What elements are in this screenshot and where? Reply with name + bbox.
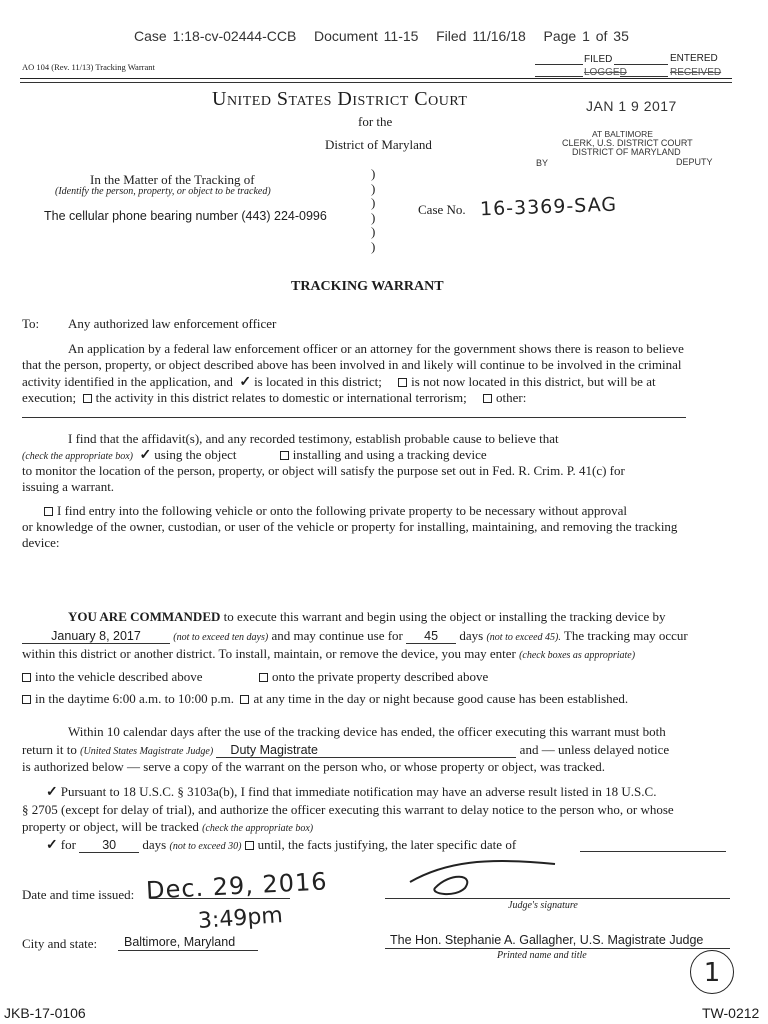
located-checkbox-checked[interactable]: ✓ (239, 375, 252, 390)
return-it-to: return it to (22, 742, 77, 757)
commanded-line-3 (22, 645, 635, 664)
commanded-line-1 (68, 608, 666, 625)
stamp-date: JAN 1 9 2017 (586, 98, 677, 114)
delay-checkbox-checked[interactable]: ✓ (46, 785, 58, 800)
case-banner (134, 28, 629, 44)
specific-date-line (580, 851, 726, 852)
stamp-entered: ENTERED (670, 53, 718, 64)
delay-days-label: days (142, 837, 167, 852)
banner-filed: Filed 11/16/18 (436, 28, 526, 44)
return-judge-note: (United States Magistrate Judge) (80, 746, 214, 757)
opt-using: using the object (154, 447, 237, 462)
anytime-checkbox[interactable] (240, 695, 249, 704)
tracking-may: The tracking may occur (563, 628, 688, 643)
application-line-4 (22, 389, 526, 406)
city-line (118, 950, 258, 951)
matter-instruction: (Identify the person, property, or object to be tracked) (55, 186, 271, 197)
entry-checkbox[interactable] (44, 507, 53, 516)
stamp-line-3 (535, 76, 583, 77)
footer-circle-number (690, 950, 734, 994)
footer-left-id: JKB-17-0106 (4, 1005, 86, 1021)
stamp-line-4 (620, 76, 668, 77)
terrorism-checkbox[interactable] (83, 394, 92, 403)
delay-line-3 (22, 818, 313, 837)
stamp-at: AT BALTIMORE (592, 129, 653, 139)
name-caption: Printed name and title (497, 950, 587, 961)
affidavit-line-1: I find that the affidavit(s), and any recorded testimony, establish probable cause to believe that (68, 431, 559, 446)
case-no-label: Case No. (418, 202, 466, 217)
entry-line-1 (44, 502, 627, 519)
opt-vehicle: into the vehicle described above (35, 669, 203, 684)
form-id: AO 104 (Rev. 11/13) Tracking Warrant (22, 62, 155, 72)
to-label: To: (22, 316, 40, 331)
banner-document: Document 11-15 (313, 28, 419, 44)
delay-check-note: (check the appropriate box) (202, 823, 314, 834)
court-title: United States District Court (212, 88, 468, 110)
banner-page: Page 1 of 35 (543, 28, 629, 44)
banner-case: Case 1:18-cv-02444-CCB (134, 28, 297, 44)
delay-line-2: § 2705 (except for delay of trial), and authorize the officer executing this warrant to delay notice to the person who, or whose (22, 802, 674, 817)
commanded-options-2 (259, 668, 488, 685)
header-rule-bottom (20, 82, 732, 83)
application-line-2: that the person, property, or object described above has been involved in and likely will continue to be involved in the criminal (22, 357, 682, 372)
case-number-handwritten: 16-3369-SAG (479, 193, 618, 221)
application-line-1: An application by a federal law enforcement officer or an attorney for the government shows there is reason to believe (68, 341, 684, 356)
judge-name: The Hon. Stephanie A. Gallagher, U.S. Magistrate Judge (390, 933, 704, 947)
issued-label: Date and time issued: (22, 887, 135, 902)
stamp-logged: LOGGED (584, 67, 627, 78)
city-value: Baltimore, Maryland (124, 935, 236, 949)
not-located-checkbox[interactable] (398, 378, 407, 387)
opt-daytime: in the daytime 6:00 a.m. to 10:00 p.m. (35, 691, 234, 706)
delay-line-1 (46, 783, 656, 801)
entry-line-3: device: (22, 535, 60, 550)
stamp-by: BY (536, 158, 549, 168)
delay-text-3a: property or object, will be tracked (22, 819, 199, 834)
delay-until: until, the facts justifying, the later specific date of (257, 837, 517, 852)
to-value: Any authorized law enforcement officer (68, 316, 277, 331)
affidavit-check-note: (check the appropriate box) (22, 451, 133, 462)
stamp-district: DISTRICT OF MARYLAND (572, 147, 681, 157)
matter-heading: In the Matter of the Tracking of (90, 172, 255, 187)
entry-line-2: or knowledge of the owner, custodian, or user of the vehicle or property for installing, maintaining, and removing the tracking (22, 519, 678, 534)
check-boxes-note: (check boxes as appropriate) (519, 650, 636, 661)
commanded-options-1 (22, 668, 203, 685)
affidavit-line-4: issuing a warrant. (22, 479, 115, 494)
using-object-checkbox-checked[interactable]: ✓ (139, 448, 152, 463)
opt-terrorism: the activity in this district relates to domestic or international terrorism; (95, 390, 467, 405)
court-for-the: for the (358, 114, 393, 129)
stamp-line-1 (535, 64, 583, 65)
document-title: TRACKING WARRANT (291, 279, 444, 294)
delay-for: for (60, 837, 76, 852)
entry-text-1: I find entry into the following vehicle or onto the following private property to be necessary without approval (57, 503, 628, 518)
opt-property: onto the private property described above (272, 669, 489, 684)
commanded-continue: and may continue use for (271, 628, 403, 643)
vehicle-checkbox[interactable] (22, 673, 31, 682)
signature-caption: Judge's signature (508, 900, 578, 911)
installing-checkbox[interactable] (280, 451, 289, 460)
commanded-days-field[interactable]: 45 (406, 630, 456, 644)
stamp-line-2 (614, 64, 668, 65)
commanded-text-1: to execute this warrant and begin using the object or installing the tracking device by (223, 609, 666, 624)
delay-text-1: Pursuant to 18 U.S.C. § 3103a(b), I find that immediate notification may have an adverse result listed in 18 U.S.C. (60, 784, 657, 799)
judge-signature-mark (405, 852, 565, 902)
other-checkbox[interactable] (483, 394, 492, 403)
opt-located: is located in this district; (254, 374, 382, 389)
footer-right-id: TW-0212 (702, 1005, 760, 1021)
city-label: City and state: (22, 936, 98, 951)
delay-days-field[interactable]: 30 (79, 839, 139, 853)
property-checkbox[interactable] (259, 673, 268, 682)
commanded-days-label: days (459, 628, 484, 643)
issued-date-handwritten: Dec. 29, 2016 (145, 867, 329, 905)
return-unless: and — unless delayed notice (519, 742, 670, 757)
judge-name-line (385, 948, 730, 949)
court-district: District of Maryland (325, 137, 432, 152)
issued-line (150, 898, 290, 899)
stamp-filed: FILED (584, 54, 613, 65)
until-checkbox[interactable] (245, 841, 254, 850)
commanded-options-3 (22, 690, 628, 707)
commanded-line-2 (22, 627, 688, 646)
application-line-3a: activity identified in the application, and (22, 374, 233, 389)
stamp-clerk: CLERK, U.S. DISTRICT COURT (562, 138, 693, 148)
header-rule-top (20, 78, 732, 79)
stamp-received: RECEIVED (670, 67, 722, 78)
return-line-1: Within 10 calendar days after the use of the tracking device has ended, the officer executing this warrant must both (68, 724, 666, 739)
stamp-deputy: DEPUTY (676, 157, 713, 167)
not-exceed-ten: (not to exceed ten days) (173, 632, 269, 643)
opt-installing: installing and using a tracking device (292, 447, 487, 462)
signature-line (385, 898, 730, 899)
delay-days-checkbox-checked[interactable]: ✓ (46, 838, 58, 853)
matter-subject: The cellular phone bearing number (443) 224-0996 (44, 209, 327, 223)
opt-other: other: (496, 390, 527, 405)
return-judge-field[interactable]: Duty Magistrate (216, 744, 516, 758)
commanded-date-field[interactable]: January 8, 2017 (22, 630, 170, 644)
footer-circle-digit: 1 (703, 958, 721, 988)
issued-time-handwritten: 3:49pm (197, 903, 284, 934)
opt-not-located: is not now located in this district, but will be at (411, 374, 656, 389)
opt-anytime: at any time in the day or night because good cause has been established. (253, 691, 629, 706)
not-exceed-45: (not to exceed 45). (486, 632, 561, 643)
commanded-bold: YOU ARE COMMANDED (68, 609, 221, 624)
daytime-checkbox[interactable] (22, 695, 31, 704)
other-fill-line (22, 417, 686, 418)
affidavit-line-3: to monitor the location of the person, property, or object will satisfy the purpose set out in Fed. R. Crim. P. 41(c) for (22, 463, 625, 478)
not-exceed-30: (not to exceed 30) (169, 841, 242, 852)
commanded-text-3: within this district or another district. To install, maintain, or remove the device, you may enter (22, 646, 516, 661)
return-line-3: is authorized below — serve a copy of the warrant on the person who, or whose property or object, was tracked. (22, 759, 606, 774)
matter-brackets: ) ) ) ) ) ) (371, 166, 376, 254)
application-line-4a: execution; (22, 390, 77, 405)
